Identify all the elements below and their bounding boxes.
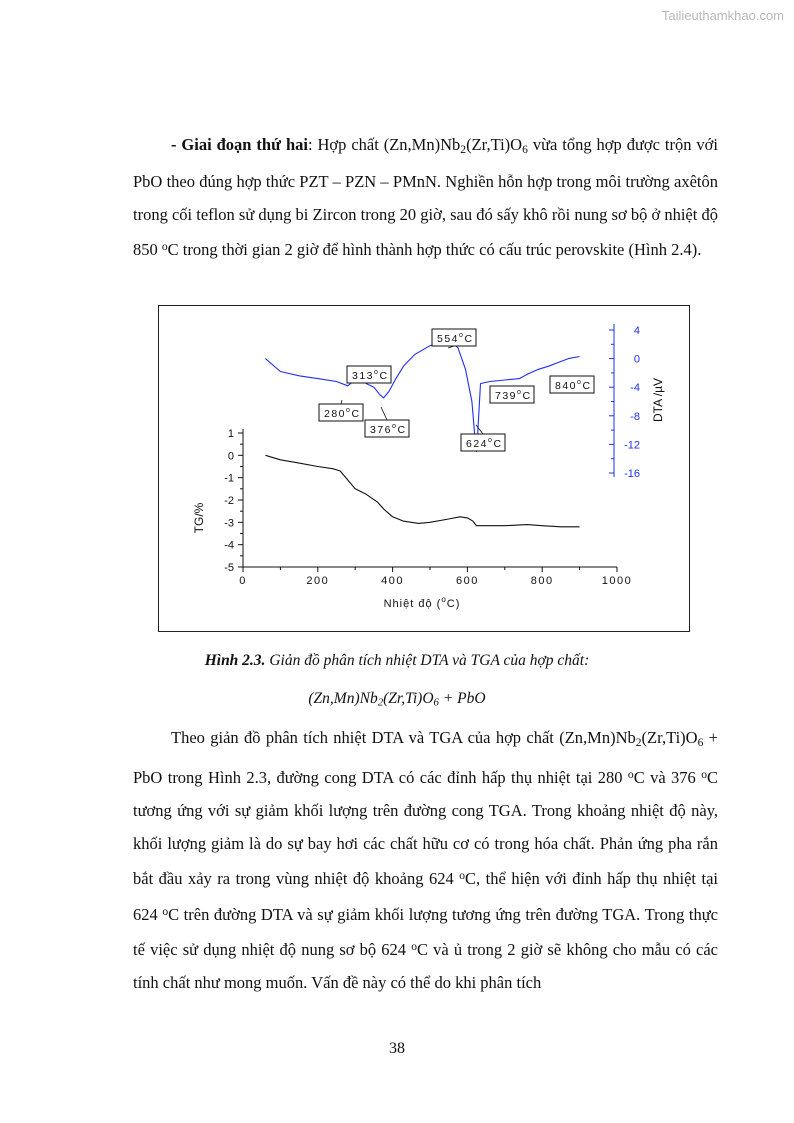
figure-caption-line2 xyxy=(0,690,794,709)
x-tick-label: 200 xyxy=(306,575,330,587)
superscript: o xyxy=(627,769,634,782)
x-tick-label: 600 xyxy=(455,575,479,587)
text-run: C và ủ trong 2 giờ sẽ không cho mẫu có các tính chất như mong muốn. Vấn đề này có thể do khi phân tích xyxy=(133,940,718,993)
subscript: 6 xyxy=(522,143,528,156)
annotation-leader xyxy=(476,425,483,434)
annotation-leader xyxy=(341,400,342,404)
subscript: 6 xyxy=(697,736,704,749)
superscript: o xyxy=(701,769,707,782)
annotation-label: 313$^o$C xyxy=(352,369,389,382)
annotation-label: 376$^o$C xyxy=(370,423,407,436)
text-run: vừa tổng hợp được trộn với PbO theo đúng hợp thức PZT – PZN – PMnN. Nghiền hỗn hợp trong môi trường axêtôn trong cối teflon sử dụng bi Zircon trong 20 giờ, sau đó sấy khô rồi nung sơ bộ ở nhiệt độ 850 xyxy=(133,135,718,260)
right-axis-label: DTA /µV xyxy=(651,377,665,423)
superscript: o xyxy=(411,941,417,954)
right-tick-label: -16 xyxy=(624,468,640,480)
right-tick-label: 0 xyxy=(633,353,640,366)
text-run: C tương ứng với sự giảm khối lượng trên đường cong TGA. Trong khoảng nhiệt độ này, khối lượng giảm là do sự bay hơi các chất hữu cơ có trong hóa chất. Phản ứng pha rắn bắt đầu xảy ra trong vùng nhiệt độ khoảng 624 xyxy=(133,768,718,889)
x-tick-label: 800 xyxy=(530,575,554,587)
x-axis-label: Nhiệt độ ($^o$C) xyxy=(383,595,461,610)
right-tick-label: -12 xyxy=(624,439,640,452)
x-tick-label: 1000 xyxy=(601,575,633,587)
annotation-label: 739$^o$C xyxy=(495,389,532,402)
series-line-tga xyxy=(265,455,579,527)
x-tick-label: 400 xyxy=(381,575,405,587)
superscript: o xyxy=(161,241,168,254)
left-axis-label: TG/% xyxy=(192,502,206,534)
superscript: o xyxy=(459,870,466,883)
text-run: (Zr,Ti)O xyxy=(641,728,698,747)
text-run: C và 376 xyxy=(633,768,702,788)
text-run: (Zr,Ti)O xyxy=(466,135,523,154)
watermark-text: Tailieuthamkhao.com xyxy=(661,8,784,23)
annotation-leader xyxy=(381,407,387,420)
paragraph-analysis xyxy=(133,722,718,1000)
superscript: o xyxy=(162,905,169,918)
left-tick-label: -1 xyxy=(224,472,234,485)
right-tick-label: -4 xyxy=(630,382,640,395)
left-tick-label: -2 xyxy=(224,495,234,507)
text-run: (Zn,Mn)Nb xyxy=(308,690,378,707)
annotation-label: 280$^o$C xyxy=(324,407,361,420)
text-run: + PbO trong Hình 2.3, đường cong DTA có các đỉnh hấp thụ nhiệt tại 280 xyxy=(133,728,718,788)
left-tick-label: 0 xyxy=(227,450,234,463)
caption-label: Hình 2.3. xyxy=(204,652,266,669)
text-run: C, thể hiện với đỉnh hấp thụ nhiệt tại 624 xyxy=(133,869,718,924)
paragraph-stage-two xyxy=(133,129,718,267)
text-run: Theo giản đồ phân tích nhiệt DTA và TGA của hợp chất (Zn,Mn)Nb xyxy=(171,728,636,747)
annotation-label: 624$^o$C xyxy=(466,437,503,450)
text-run: (Zr,Ti)O xyxy=(383,690,434,707)
subscript: 2 xyxy=(377,696,384,709)
subscript: 2 xyxy=(635,736,642,749)
caption-text: Giản đồ phân tích nhiệt DTA và TGA của hợp chất: xyxy=(265,652,590,669)
page-number: 38 xyxy=(389,1040,405,1057)
left-tick-label: 1 xyxy=(227,428,234,440)
subscript: 2 xyxy=(460,143,467,156)
figure-dta-tga xyxy=(158,305,690,632)
right-tick-label: -8 xyxy=(630,410,640,423)
bold-lead: - Giai đoạn thứ hai xyxy=(171,135,308,154)
left-tick-label: -3 xyxy=(224,517,234,530)
left-tick-label: -5 xyxy=(224,562,234,574)
x-tick-label: 0 xyxy=(239,575,247,587)
left-tick-label: -4 xyxy=(224,539,234,552)
annotation-label: 840$^o$C xyxy=(555,379,592,392)
chart-svg xyxy=(159,306,691,633)
text-run: C trên đường DTA và sự giảm khối lượng tương ứng trên đường TGA. Trong thực tế việc sử dụng nhiệt độ nung sơ bộ 624 xyxy=(133,904,718,960)
right-tick-label: 4 xyxy=(633,325,640,337)
subscript: 6 xyxy=(433,696,439,709)
text-run: : Hợp chất (Zn,Mn)Nb xyxy=(307,135,461,154)
text-run: C trong thời gian 2 giờ để hình thành hợp thức có cấu trúc perovskite (Hình 2.4). xyxy=(167,240,702,260)
text-run: + PbO xyxy=(438,690,486,707)
annotation-label: 554$^o$C xyxy=(437,332,474,345)
figure-caption-line1 xyxy=(0,652,794,670)
